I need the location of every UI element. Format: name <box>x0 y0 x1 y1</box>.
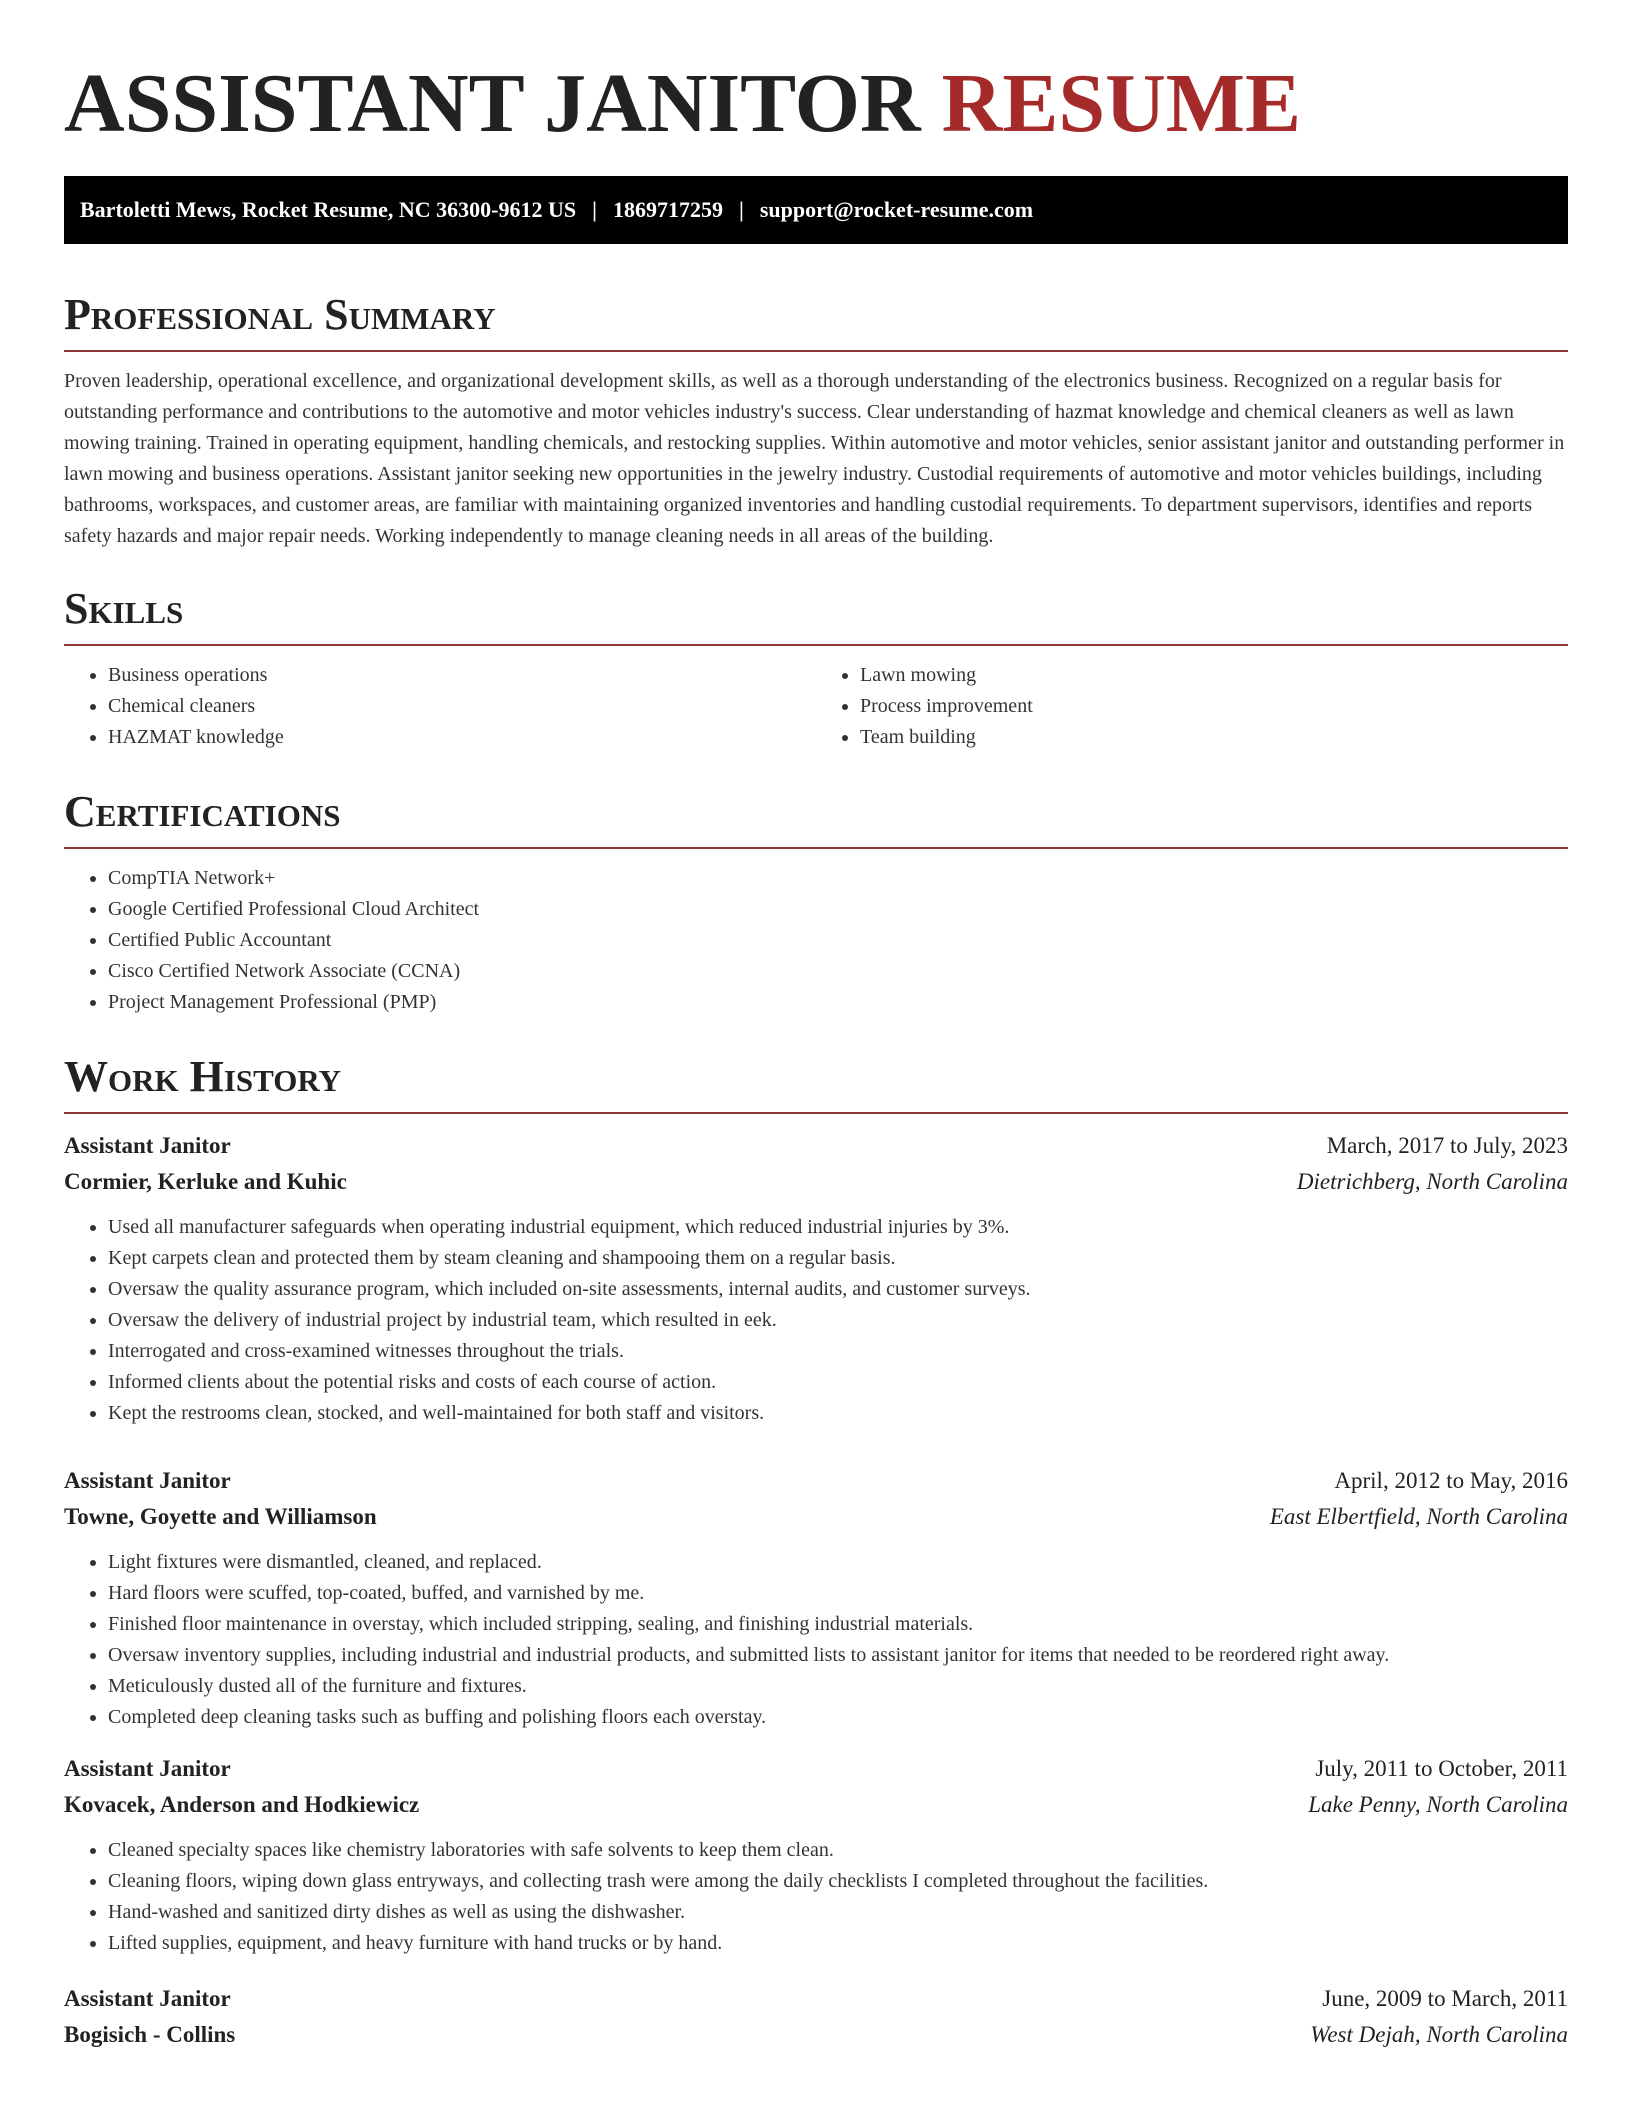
section-divider <box>64 847 1568 849</box>
contact-email: support@rocket-resume.com <box>759 197 1034 222</box>
certifications-section <box>64 785 1568 1018</box>
list-item: • Chemical cleaners <box>108 691 816 722</box>
list-item: • Certified Public Accountant <box>108 925 1568 956</box>
job-company-row <box>64 2017 1568 2053</box>
list-item: • Cisco Certified Network Associate (CCNA) <box>108 956 1568 987</box>
job-title: Assistant Janitor <box>64 1468 231 1493</box>
job-company-row <box>64 1164 1568 1200</box>
job-company-row <box>64 1499 1568 1535</box>
resume-page <box>64 0 1568 2053</box>
section-heading-work-history: Work History <box>64 1052 342 1101</box>
list-item: • Hand-washed and sanitized dirty dishes as well as using the dishwasher. <box>108 1897 1568 1928</box>
list-item: • Oversaw the delivery of industrial project by industrial team, which resulted in eek. <box>108 1305 1568 1336</box>
job-duties-list <box>64 1547 1568 1733</box>
summary-text: Proven leadership, operational excellence, and organizational development skills, as well as a thorough understanding of the electronics business. Recognized on a regular basis for outstanding performance and contributions to the automotive and motor vehicles industry's success. Clear understanding of hazmat knowledge and chemical cleaners as well as lawn mowing training. Trained in operating equipment, handling chemicals, and restocking supplies. Within automotive and motor vehicles, senior assistant janitor and outstanding performer in lawn mowing and business operations. Assistant janitor seeking new opportunities in the jewelry industry. Custodial requirements of automotive and motor vehicles buildings, including bathrooms, workspaces, and customer areas, are familiar with maintaining organized inventories and handling custodial requirements. To department supervisors, identifies and reports safety hazards and major repair needs. Working independently to manage cleaning needs in all areas of the building. <box>64 370 1565 547</box>
job-location: Dietrichberg, North Carolina <box>1296 1169 1568 1194</box>
list-item: • Finished floor maintenance in overstay, which included stripping, sealing, and finishing industrial materials. <box>108 1609 1568 1640</box>
job-company: Bogisich - Collins <box>64 2022 236 2047</box>
job-header-row <box>64 1981 1568 2017</box>
section-divider <box>64 350 1568 352</box>
job-duties-list <box>64 1835 1568 1959</box>
skills-list-right <box>816 660 1568 753</box>
section-heading-certifications: Certifications <box>64 787 341 836</box>
contact-phone: 1869717259 <box>613 197 723 222</box>
job-company: Kovacek, Anderson and Hodkiewicz <box>64 1792 420 1817</box>
section-heading-summary: Professional Summary <box>64 290 496 339</box>
job-header-row <box>64 1751 1568 1787</box>
list-item: • HAZMAT knowledge <box>108 722 816 753</box>
job-dates: July, 2011 to October, 2011 <box>1315 1756 1568 1781</box>
list-item: • Lifted supplies, equipment, and heavy furniture with hand trucks or by hand. <box>108 1928 1568 1959</box>
job-duties-list <box>64 1212 1568 1429</box>
list-item: • Kept the restrooms clean, stocked, and well-maintained for both staff and visitors. <box>108 1398 1568 1429</box>
summary-section <box>64 288 1568 552</box>
list-item: • CompTIA Network+ <box>108 863 1568 894</box>
job-dates: June, 2009 to March, 2011 <box>1322 1986 1568 2011</box>
certifications-list <box>64 863 1568 1018</box>
job-header-row <box>64 1463 1568 1499</box>
skills-columns <box>64 660 1568 753</box>
job-entry <box>64 1751 1568 1959</box>
contact-bar <box>64 176 1568 244</box>
list-item: • Business operations <box>108 660 816 691</box>
job-entry <box>64 1463 1568 1733</box>
list-item: • Team building <box>860 722 1568 753</box>
job-title: Assistant Janitor <box>64 1756 231 1781</box>
title-main: ASSISTANT JANITOR <box>64 57 921 150</box>
list-item: • Informed clients about the potential risks and costs of each course of action. <box>108 1367 1568 1398</box>
list-item: • Interrogated and cross-examined witnesses throughout the trials. <box>108 1336 1568 1367</box>
contact-separator: | <box>592 197 597 222</box>
job-header-row <box>64 1128 1568 1164</box>
list-item: • Oversaw the quality assurance program, which included on-site assessments, internal audits, and customer surveys. <box>108 1274 1568 1305</box>
list-item: • Oversaw inventory supplies, including industrial and industrial products, and submitted lists to assistant janitor for items that needed to be reordered right away. <box>108 1640 1568 1671</box>
skills-list-left <box>64 660 816 753</box>
job-company-row <box>64 1787 1568 1823</box>
job-entry <box>64 1128 1568 1429</box>
job-dates: April, 2012 to May, 2016 <box>1334 1468 1568 1493</box>
list-item: • Cleaning floors, wiping down glass entryways, and collecting trash were among the daily checklists I completed throughout the facilities. <box>108 1866 1568 1897</box>
list-item: • Google Certified Professional Cloud Architect <box>108 894 1568 925</box>
list-item: • Used all manufacturer safeguards when operating industrial equipment, which reduced industrial injuries by 3%. <box>108 1212 1568 1243</box>
job-title: Assistant Janitor <box>64 1986 231 2011</box>
contact-separator: | <box>739 197 744 222</box>
list-item: • Meticulously dusted all of the furniture and fixtures. <box>108 1671 1568 1702</box>
list-item: • Light fixtures were dismantled, cleaned, and replaced. <box>108 1547 1568 1578</box>
job-location: Lake Penny, North Carolina <box>1308 1792 1568 1817</box>
contact-address: Bartoletti Mews, Rocket Resume, NC 36300-9612 US <box>80 197 577 222</box>
job-entry <box>64 1981 1568 2053</box>
list-item: • Cleaned specialty spaces like chemistry laboratories with safe solvents to keep them clean. <box>108 1835 1568 1866</box>
list-item: • Completed deep cleaning tasks such as buffing and polishing floors each overstay. <box>108 1702 1568 1733</box>
section-divider <box>64 644 1568 646</box>
work-history-section <box>64 1050 1568 2053</box>
section-divider <box>64 1112 1568 1114</box>
job-location: West Dejah, North Carolina <box>1310 2022 1568 2047</box>
resume-title <box>64 56 1568 152</box>
job-company: Cormier, Kerluke and Kuhic <box>64 1169 347 1194</box>
section-heading-skills: Skills <box>64 584 184 633</box>
job-company: Towne, Goyette and Williamson <box>64 1504 377 1529</box>
job-dates: March, 2017 to July, 2023 <box>1326 1133 1568 1158</box>
job-title: Assistant Janitor <box>64 1133 231 1158</box>
title-accent: RESUME <box>941 57 1302 150</box>
list-item: • Hard floors were scuffed, top-coated, buffed, and varnished by me. <box>108 1578 1568 1609</box>
list-item: • Kept carpets clean and protected them by steam cleaning and shampooing them on a regular basis. <box>108 1243 1568 1274</box>
job-location: East Elbertfield, North Carolina <box>1269 1504 1568 1529</box>
list-item: • Project Management Professional (PMP) <box>108 987 1568 1018</box>
skills-section <box>64 582 1568 753</box>
list-item: • Lawn mowing <box>860 660 1568 691</box>
list-item: • Process improvement <box>860 691 1568 722</box>
